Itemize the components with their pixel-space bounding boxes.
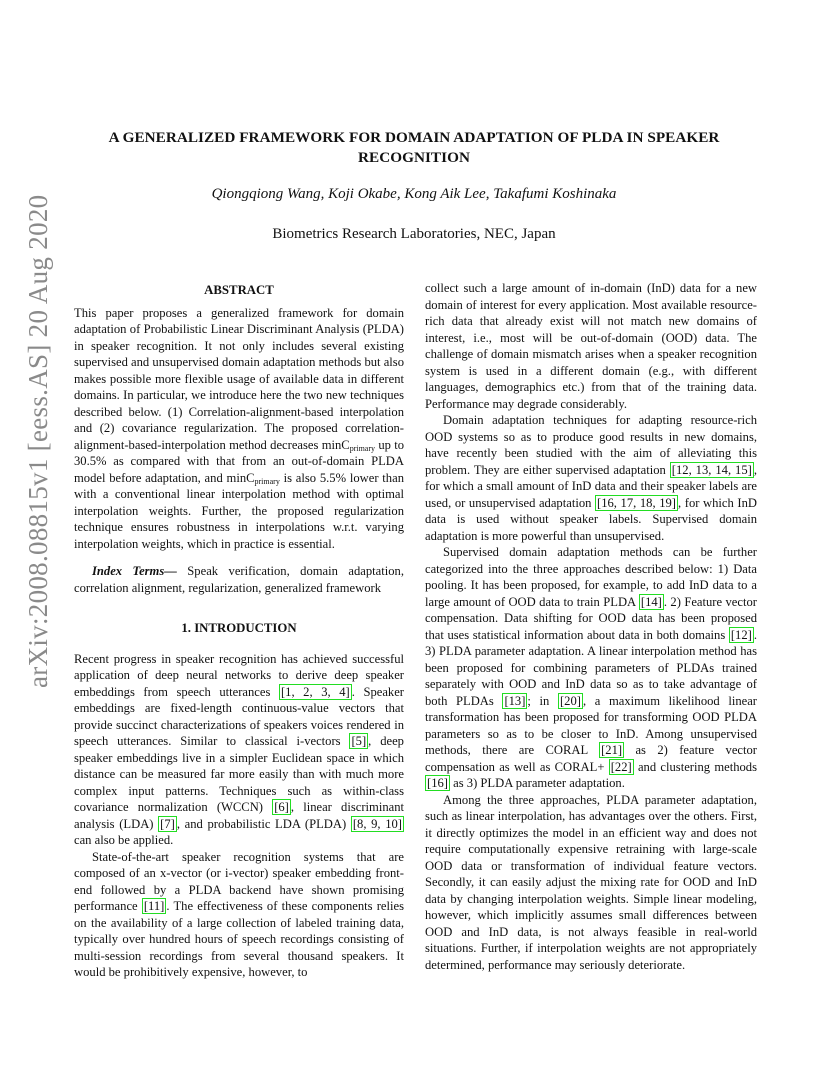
intro-paragraph-4 <box>425 412 757 544</box>
citation-link[interactable]: [21] <box>601 743 623 757</box>
intro-paragraph-2 <box>74 849 404 981</box>
index-terms-text: Speak verification, domain adaptation, correlation alignment, regularization, generalized framework <box>74 564 404 595</box>
paragraph-text: as 3) PLDA parameter adaptation. <box>449 776 625 790</box>
affiliation: Biometrics Research Laboratories, NEC, Japan <box>272 226 556 242</box>
citation-link[interactable]: [16, 17, 18, 19] <box>597 495 677 510</box>
index-terms-label: Index Terms— <box>92 564 177 578</box>
abstract-text <box>74 305 404 553</box>
citation-link[interactable]: [14] <box>640 594 662 609</box>
citation-link[interactable]: [5] <box>351 734 367 748</box>
citation-link[interactable]: [12, 13, 14, 15] <box>671 462 752 477</box>
abstract-text-part: up to 30.5% as compared with that from an out-of-domain PLDA model before adaptation, and minC <box>74 437 405 485</box>
paragraph-text: as 2) feature vector compensation as well as CORAL+ <box>425 743 757 774</box>
paper-title: A GENERALIZED FRAMEWORK FOR DOMAIN ADAPTATION OF PLDA IN SPEAKER RECOGNITION <box>108 129 720 166</box>
citation-link[interactable]: [6] <box>274 800 289 814</box>
paragraph-text: , for which InD data is used without speaker labels. Supervised domain adaptation is more powerful than unsupervised. <box>425 495 757 543</box>
paragraph-text: ; in <box>527 693 558 708</box>
paragraph-text: , for which a small amount of InD data and their speaker labels are used, or unsupervised adaptation <box>425 462 757 510</box>
paragraph-text: , deep speaker embeddings live in a simpler Euclidean space in which distance can be measured far more easily than with much more complex input patterns. Techniques such as within-class covariance normalization (WCCN) <box>74 734 404 814</box>
intro-paragraph-3: collect such a large amount of in-domain (InD) data for a new domain of interest for every application. Most available resource-rich data that already exist will not match new domains of interest, i.e., most will be out-of-domain (OOD) data. The challenge of domain mismatch arises when a speaker recognition system is used in a different domain (e.g., with different languages, demographics etc.) from that of the training data. Performance may degrade considerably. <box>425 281 757 411</box>
paragraph-text: State-of-the-art speaker recognition systems that are composed of an x-vector (or i-vector) speaker embedding front-end followed by a PLDA backend have shown promising performance <box>74 849 404 913</box>
paragraph-text: , a maximum likelihood linear transformation has been proposed for transforming OOD PLDA parameters so as to be closer to InD. Among unsupervised methods, there are CORAL <box>425 693 757 757</box>
right-column <box>425 280 757 973</box>
abstract-text-part: is also 5.5% lower than with a conventional linear interpolation method with optimal interpolation weights. Further, the proposed regularization technique ensures robustness in interpolations w.r.t. varying interpolation weights, which in practice is essential. <box>74 470 404 551</box>
introduction-heading: 1. INTRODUCTION <box>181 621 297 635</box>
paragraph-text: . The effectiveness of these components relies on the availability of a large collection of labeled training data, typically over hundred hours of speech recordings consisting of multi-session recordings from several thousand speakers. It would be prohibitively expensive, however, to <box>74 899 404 979</box>
citation-link[interactable]: [8, 9, 10] <box>352 816 402 831</box>
abstract-text-part: This paper proposes a generalized framework for domain adaptation of Probabilistic Linear Discriminant Analysis (PLDA) in speaker recognition. It not only includes several existing supervised and unsupervised domain adaptation methods but also makes possible more flexible usage of available data in different domains. In particular, we introduce here the two new techniques described below. (1) Correlation-alignment-based interpolation and (2) covariance regularization. The proposed correlation-alignment-based-interpolation method decreases minC <box>74 305 404 452</box>
paragraph-text: , and probabilistic LDA (PLDA) <box>176 816 351 831</box>
abstract-subscript: primary <box>349 443 376 453</box>
left-column <box>74 282 404 981</box>
intro-paragraph-5 <box>425 544 757 792</box>
paragraph-text: . Speaker embeddings are fixed-length continuous-value vectors that provide succinct characterizations of speakers voices rendered in speech utterances. Similar to classical i-vectors <box>74 684 405 748</box>
arxiv-identifier-stamp: arXiv:2008.08815v1 [eess.AS] 20 Aug 2020 <box>23 194 53 688</box>
paragraph-text: . 2) Feature vector compensation. Data shifting for OOD data has been proposed that uses statistical information about data in both domains <box>425 594 757 642</box>
citation-link[interactable]: [12] <box>730 627 752 642</box>
paragraph-text: Supervised domain adaptation methods can be further categorized into the three approaches described below: 1) Data pooling. It has been proposed, for example, to add InD data to a large amount of OOD data to train PLDA <box>425 545 757 609</box>
citation-link[interactable]: [1, 2, 3, 4] <box>280 684 350 699</box>
citation-link[interactable]: [16] <box>427 776 448 790</box>
intro-paragraph-6: Among the three approaches, PLDA parameter adaptation, such as linear interpolation, has advantages over the others. First, it directly optimizes the model in an efficient way and does not require computationally expensive retraining with large-scale OOD data or transformation of individual feature vectors. Secondly, it can easily adjust the mixing rate for OOD and InD data by changing interpolation weights. Simple linear modeling, however, which implicitly assumes small differences between OOD and InD data, is not always feasible in real-world situations. Further, if interpolation weights are not appropriately determined, performance may seriously deteriorate. <box>425 792 757 972</box>
citation-link[interactable]: [7] <box>160 816 175 831</box>
paragraph-text: Domain adaptation techniques for adapting resource-rich OOD systems so as to produce good results in new domains, have recently been studied with the aim of alleviating this problem. They are either supervised adaptation <box>425 413 757 477</box>
paragraph-text: . 3) PLDA parameter adaptation. A linear interpolation method has been proposed for combining parameters of PLDAs trained separately with OOD and InD data so as to take advantage of both PLDAs <box>425 627 757 708</box>
paragraph-text: can also be applied. <box>74 833 174 847</box>
paragraph-text: , linear discriminant analysis (LDA) <box>74 800 405 831</box>
citation-link[interactable]: [13] <box>504 693 526 708</box>
abstract-heading: ABSTRACT <box>204 283 274 297</box>
citation-link[interactable]: [11] <box>143 899 165 913</box>
citation-link[interactable]: [20] <box>559 693 581 708</box>
abstract-subscript: primary <box>254 476 280 486</box>
author-list: Qiongqiong Wang, Koji Okabe, Kong Aik Lee, Takafumi Koshinaka <box>211 186 617 202</box>
paragraph-text: Recent progress in speaker recognition has achieved successful application of deep neural networks to derive deep speaker embeddings from speech utterances <box>74 651 404 699</box>
intro-paragraph-1 <box>74 651 404 849</box>
paragraph-text: and clustering methods <box>633 759 758 774</box>
index-terms <box>74 563 404 596</box>
citation-link[interactable]: [22] <box>610 759 632 774</box>
